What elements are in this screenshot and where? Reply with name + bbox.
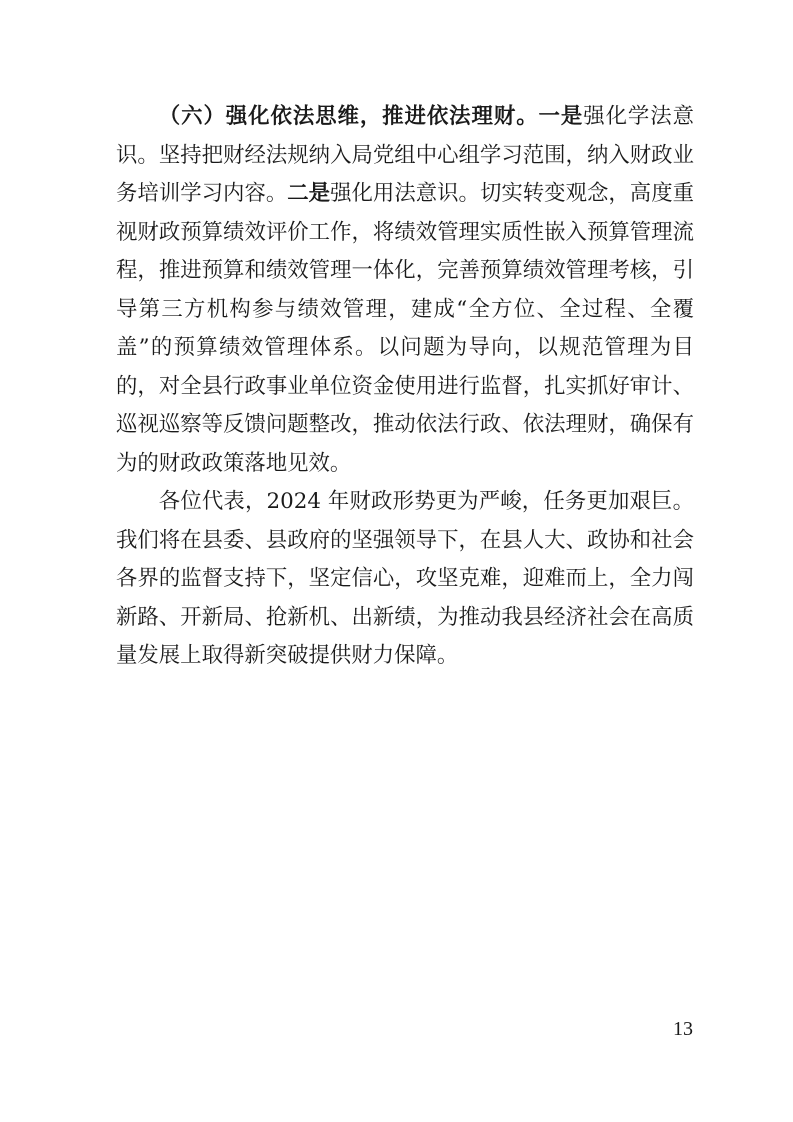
point-marker-second: 二是 [287,181,331,206]
section-heading: （六）强化依法思维，推进依法理财。 [158,104,539,129]
point-text-first: 强化学法意识。坚持把财经法规纳入局党组中心组学习范围，纳入财政业务培训学习内容。 [116,104,694,206]
body-text [116,98,694,676]
point-marker-first: 一是 [538,104,584,129]
paragraph-rule-of-law [116,98,694,483]
point-text-second: 强化用法意识。切实转变观念，高度重视财政预算绩效评价工作，将绩效管理实质性嵌入预算管理流程，推进预算和绩效管理一体化，完善预算绩效管理考核，引导第三方机构参与绩效管理，建成“全方位、全过程、全覆盖”的预算绩效管理体系。以问题为导向，以规范管理为目的，对全县行政事业单位资金使用进行监督，扎实抓好审计、巡视巡察等反馈问题整改，推动依法行政、依法理财，确保有为的财政政策落地见效。 [116,181,694,476]
page-number: 13 [673,1018,693,1040]
paragraph-closing: 各位代表，2024 年财政形势更为严峻，任务更加艰巨。我们将在县委、县政府的坚强领导下，在县人大、政协和社会各界的监督支持下，坚定信心，攻坚克难，迎难而上，全力闯新路、开新局、抢新机、出新绩，为推动我县经济社会在高质量发展上取得新突破提供财力保障。 [116,489,694,668]
